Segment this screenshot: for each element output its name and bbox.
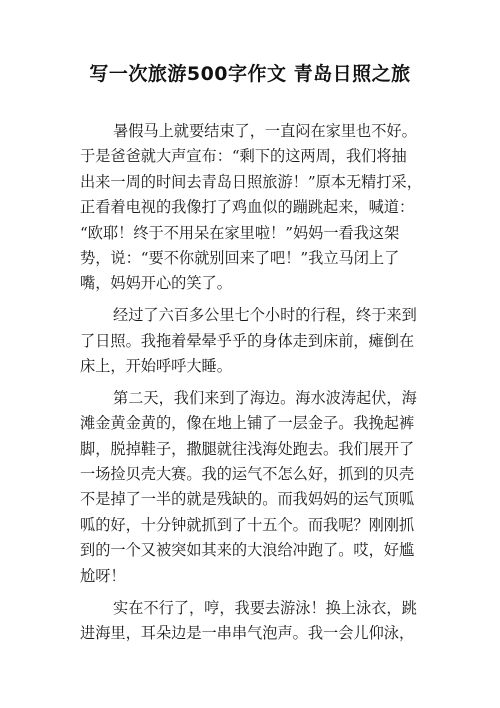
paragraph <box>80 596 425 647</box>
text-line: 经过了六百多公里七个小时的行程，终于来到 <box>113 306 417 325</box>
paragraph <box>80 303 425 379</box>
text-line: 进海里，耳朵边是一串串气泡声。我一会儿仰泳， <box>80 623 415 642</box>
text-line: 呱的好，十分钟就抓到了十五个。而我呢？刚刚抓 <box>80 515 415 534</box>
text-line: 脚，脱掉鞋子，撒腿就往浅海处跑去。我们展开了 <box>80 439 415 458</box>
text-line: 了日照。我拖着晕晕乎乎的身体走到床前，瘫倒在 <box>80 331 415 350</box>
text-line: “欧耶！终于不用呆在家里啦！”妈妈一看我这架 <box>80 223 400 242</box>
text-line: 势，说：“要不你就别回来了吧！”我立马闭上了 <box>80 248 400 267</box>
text-line: 到的一个又被突如其来的大浪给冲跑了。哎，好尴 <box>80 541 415 560</box>
paragraph <box>80 119 425 297</box>
text-line: 床上，开始呼呼大睡。 <box>80 357 232 376</box>
document-body <box>80 119 425 653</box>
text-line: 出来一周的时间去青岛日照旅游！”原本无精打采， <box>80 172 422 191</box>
text-line: 第二天，我们来到了海边。海水波涛起伏，海 <box>113 388 417 407</box>
text-line: 暑假马上就要结束了，一直闷在家里也不好。 <box>113 122 417 140</box>
text-line: 于是爸爸就大声宣布：“剩下的这两周，我们将抽 <box>80 147 407 166</box>
text-line: 正看着电视的我像打了鸡血似的蹦跳起来，喊道： <box>80 198 415 217</box>
text-line: 尬呀！ <box>80 566 126 585</box>
paragraph <box>80 386 425 589</box>
text-line: 滩金黄金黄的，像在地上铺了一层金子。我挽起裤 <box>80 414 415 433</box>
text-line: 一场捡贝壳大赛。我的运气不怎么好，抓到的贝壳 <box>80 465 415 484</box>
text-line: 实在不行了，哼，我要去游泳！换上泳衣，跳 <box>113 598 417 617</box>
text-line: 嘴，妈妈开心的笑了。 <box>80 274 232 293</box>
document-title: 写一次旅游500字作文 青岛日照之旅 <box>89 63 411 85</box>
text-line: 不是掉了一半的就是残缺的。而我妈妈的运气顶呱 <box>80 490 415 509</box>
